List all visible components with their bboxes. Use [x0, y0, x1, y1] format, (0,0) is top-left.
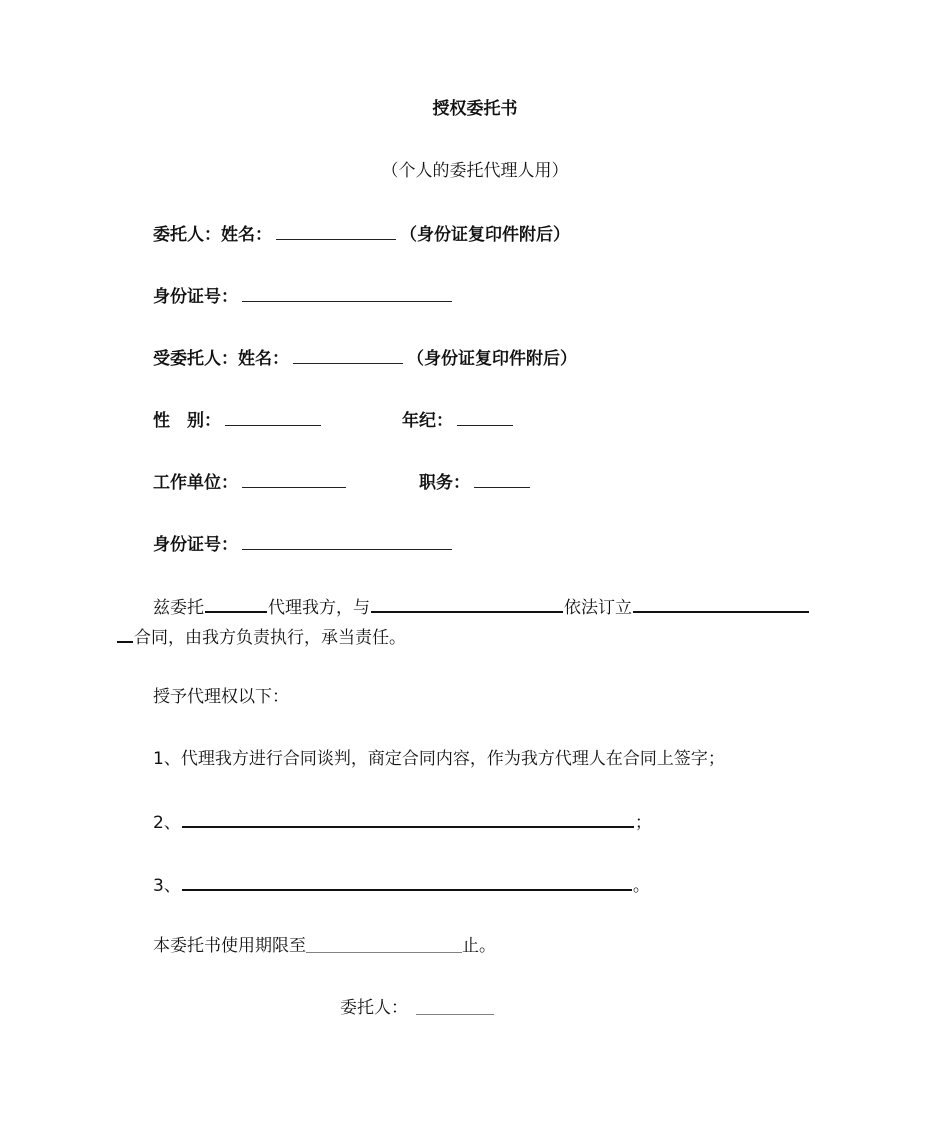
- principal-name-label: 委托人：姓名：: [153, 225, 272, 245]
- validity-text-a: 本委托书使用期限至: [153, 936, 306, 956]
- principal-name-row: [153, 223, 570, 246]
- counterparty-field[interactable]: [371, 595, 563, 613]
- agent-gender-row: [153, 409, 325, 432]
- item3-prefix: 3、: [153, 876, 181, 896]
- validity-text-b: 止。: [462, 936, 497, 956]
- delegate-name-field[interactable]: [205, 595, 267, 613]
- delegation-text-c: 依法订立: [564, 598, 632, 618]
- agent-name-row: [153, 347, 577, 370]
- principal-id-label: 身份证号：: [153, 287, 238, 307]
- delegation-text-d: 合同，由我方负责执行，承当责任。: [134, 628, 406, 648]
- item3-suffix: 。: [632, 876, 650, 896]
- item2-field[interactable]: [182, 810, 634, 828]
- gender-label: 性 别：: [153, 411, 221, 431]
- signer-field[interactable]: ＿＿＿＿＿＿: [416, 1002, 495, 1017]
- contract-name-field-cont[interactable]: [117, 625, 133, 643]
- item2-suffix: ；: [634, 813, 652, 833]
- contract-name-field[interactable]: [633, 595, 809, 613]
- document-subtitle: （个人的委托代理人用）: [381, 161, 569, 181]
- position-label: 职务：: [419, 473, 470, 493]
- agent-age-row: [402, 409, 517, 432]
- grant-item-1: 1、代理我方进行合同谈判，商定合同内容，作为我方代理人在合同上签字；: [153, 749, 725, 769]
- principal-id-copy-note: （身份证复印件附后）: [400, 225, 570, 245]
- grant-item-3: [153, 873, 650, 897]
- agent-id-field[interactable]: [242, 533, 452, 550]
- principal-name-field[interactable]: [276, 223, 396, 240]
- principal-id-row: [153, 285, 456, 308]
- grant-heading: 授予代理权以下：: [153, 687, 289, 707]
- agent-position-row: [419, 471, 534, 494]
- delegation-paragraph-line2: [117, 625, 406, 649]
- principal-id-field[interactable]: [242, 285, 452, 302]
- item3-field[interactable]: [182, 873, 632, 891]
- validity-date-field[interactable]: ＿＿＿＿＿＿＿＿＿＿＿＿: [306, 940, 463, 955]
- validity-row: [153, 935, 496, 959]
- delegation-paragraph-line1: [153, 595, 810, 619]
- grant-item-2: [153, 810, 652, 834]
- document-title: 授权委托书: [432, 99, 518, 119]
- agent-id-copy-note: （身份证复印件附后）: [407, 349, 577, 369]
- gender-field[interactable]: [225, 409, 321, 426]
- agent-name-field[interactable]: [293, 347, 403, 364]
- work-unit-field[interactable]: [242, 471, 346, 488]
- delegation-text-b: 代理我方，与: [268, 598, 370, 618]
- signer-row: [340, 997, 494, 1021]
- item2-prefix: 2、: [153, 813, 181, 833]
- age-label: 年纪：: [402, 411, 453, 431]
- agent-id-label: 身份证号：: [153, 535, 238, 555]
- position-field[interactable]: [474, 471, 530, 488]
- agent-name-label: 受委托人：姓名：: [153, 349, 289, 369]
- agent-work-row: [153, 471, 350, 494]
- work-unit-label: 工作单位：: [153, 473, 238, 493]
- age-field[interactable]: [457, 409, 513, 426]
- delegation-text-a: 兹委托: [153, 598, 204, 618]
- agent-id-row: [153, 533, 456, 556]
- signer-label: 委托人：: [340, 998, 408, 1018]
